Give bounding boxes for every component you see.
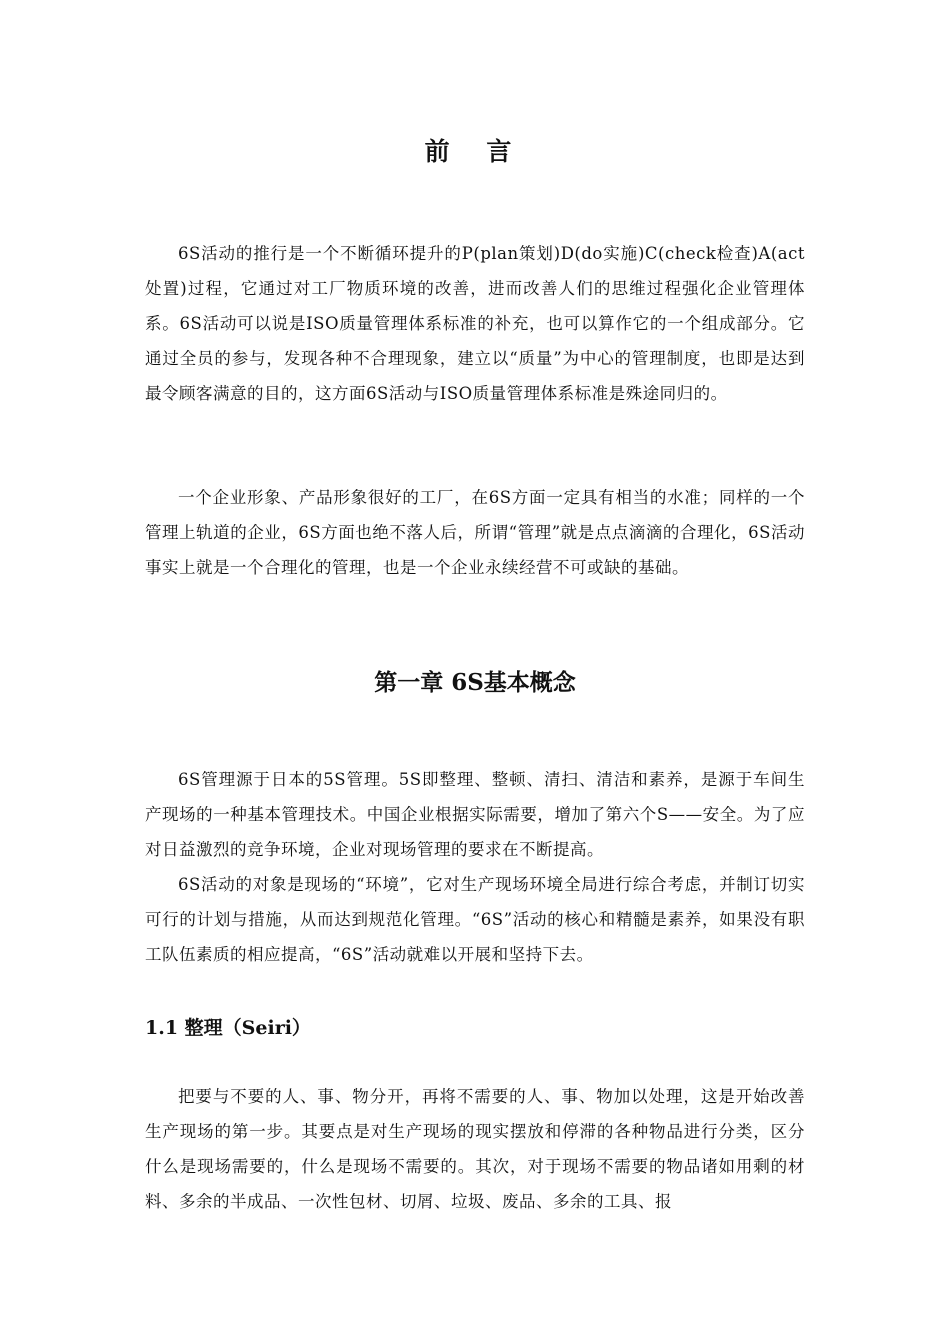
preface-title: 前 言 [424,137,526,166]
preface-paragraph-2: 一个企业形象、产品形象很好的工厂，在6S方面一定具有相当的水准；同样的一个管理上轨道的企业，6S方面也绝不落人后，所谓“管理”就是点点滴滴的合理化，6S活动事实上就是一个合理化的管理，也是一个企业永续经营不可或缺的基础。 [145,488,805,577]
chapter-paragraph-2: 6S活动的对象是现场的“环境”，它对生产现场环境全局进行综合考虑，并制订切实可行的计划与措施，从而达到规范化管理。“6S”活动的核心和精髓是素养，如果没有职工队伍素质的相应提高，“6S”活动就难以开展和坚持下去。 [145,875,805,964]
preface-paragraph-1: 6S活动的推行是一个不断循环提升的P(plan策划)D(do实施)C(check检查)A(act 处置)过程，它通过对工厂物质环境的改善，进而改善人们的思维过程强化企业管理体系。6S活动可以说是ISO质量管理体系标准的补充，也可以算作它的一个组成部分。它通过全员的参与，发现各种不合理现象，建立以“质量”为中心的管理制度，也即是达到最令顾客满意的目的，这方面6S活动与ISO质量管理体系标准是殊途同归的。 [145,244,805,403]
section-paragraph-1: 把要与不要的人、事、物分开，再将不需要的人、事、物加以处理，这是开始改善生产现场的第一步。其要点是对生产现场的现实摆放和停滞的各种物品进行分类，区分什么是现场需要的，什么是现场不需要的。其次，对于现场不需要的物品诸如用剩的材料、多余的半成品、一次性包材、切屑、垃圾、废品、多余的工具、报 [145,1087,805,1211]
section-title: 1.1 整理（Seiri） [145,1017,311,1039]
chapter-paragraph-1: 6S管理源于日本的5S管理。5S即整理、整顿、清扫、清洁和素养，是源于车间生产现场的一种基本管理技术。中国企业根据实际需要，增加了第六个S——安全。为了应对日益激烈的竞争环境，企业对现场管理的要求在不断提高。 [145,770,805,859]
chapter-title: 第一章 6S基本概念 [374,669,576,696]
